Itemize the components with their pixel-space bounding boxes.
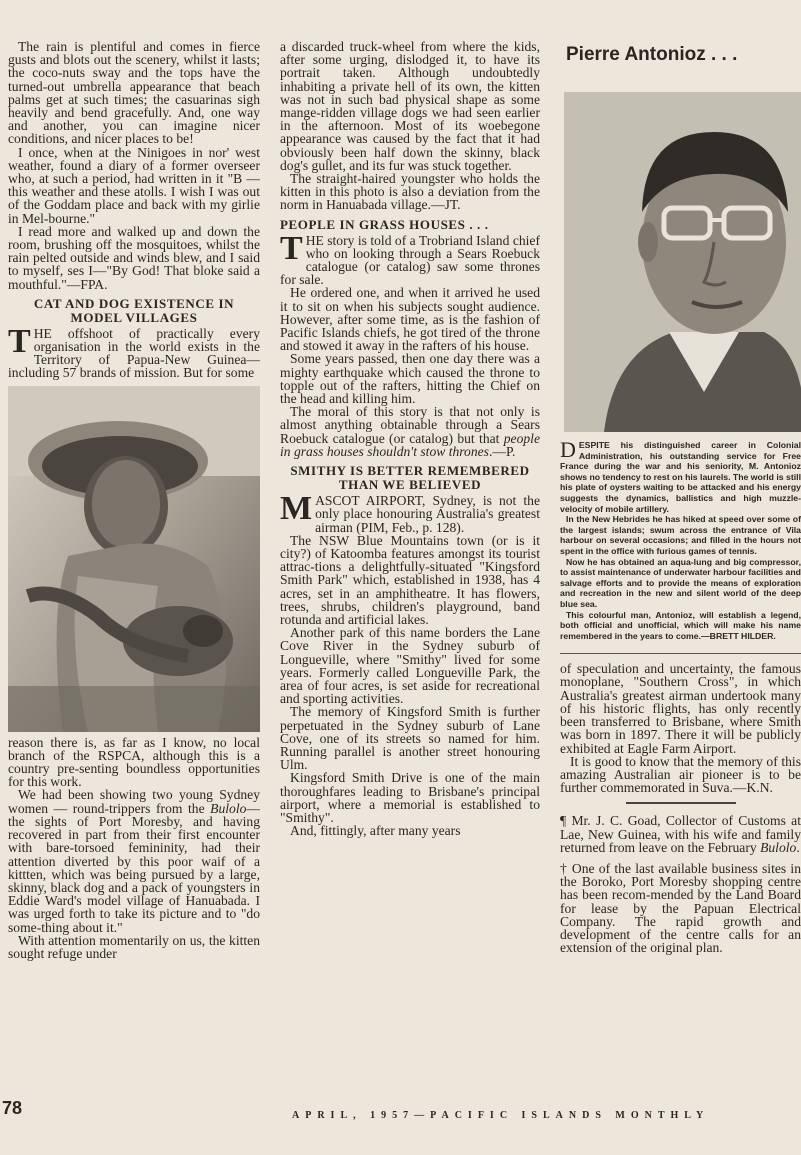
- paragraph: The memory of Kingsford Smith is further perpetuated in the Sydney suburb of Lane Cove, one of its streets so named for him. Running parallel is another street honouring Ulm.: [280, 704, 540, 773]
- paragraph-dropcap: THE story is told of a Trobriand Island chief who on looking through a Sears Roebuck catalogue (or catalog) saw some thrones for sale.: [280, 229, 540, 288]
- page-number: 78: [2, 1098, 23, 1118]
- paragraph: The NSW Blue Mountains town (or is it city?) of Katoomba features amongst its tourist attrac-tions a delightfully-situated "Kingsford Smith Park" which, established in 1938, has 4 acres, set in an amphitheatre. It has flowers, trees, shrubs, children's playground, band rotunda and artificial lakes.: [280, 532, 540, 627]
- portrait-photo-image: [564, 92, 801, 432]
- portrait-caption: [560, 437, 801, 641]
- column-3: [560, 40, 801, 954]
- column-1: [8, 40, 260, 960]
- section-heading-grass-houses: PEOPLE IN GRASS HOUSES . . .: [280, 216, 489, 232]
- kitten-photo: [8, 386, 260, 732]
- paragraph: I read more and walked up and down the room, brushing off the mosquitoes, whilst the rain pelted outside and winds blew, and I said to myself, ses I—"By God! That bloke said a mouthful."—FPA.: [8, 223, 260, 292]
- paragraph: of speculation and uncertainty, the famous monoplane, "Southern Cross", in which Australia's greatest airman undertook many of his historic flights, has only recently been transferred to Brisbane, where Smith was born in 1897. There it will be publicly exhibited at Eagle Farm Airport.: [560, 661, 801, 756]
- paragraph: He ordered one, and when it arrived he used it to sit on when his subjects sought audience. However, after some time, as is the fashion of Pacific Islands chiefs, he got tired of the throne and stowed it away in the rafters of his house.: [280, 285, 540, 354]
- caption-paragraph: Now he has obtained an aqua-lung and big compressor, to assist maintenance of underwater harbour facilities and salvage efforts and to provide the means of exploration and recreation in the new and silent world of the deep blue sea.: [560, 556, 801, 609]
- paragraph: And, fittingly, after many years: [290, 823, 461, 839]
- caption-paragraph: DESPITE his distinguished career in Colonial Administration, his outstanding service for Free France during the war and his seniority, M. Antonioz shows no tendency to rest on his laurels. The world is still his plate of oysters waiting to be attacked and his energy suggests the dynamics, ballistics and high muzzle-velocity of mobile artillery.: [560, 437, 801, 514]
- paragraph: † One of the last available business sites in the Boroko, Port Moresby shopping centre has been recom-mended by the Land Board for lease by the Papuan Electrical Company. The rapid growth and development of the centre calls for an extension of the original plan.: [560, 860, 801, 956]
- paragraph: a discarded truck-wheel from where the kids, after some urging, dislodged it, to have its portrait taken. Although undoubtedly inhabiting a private hell of its own, the kitten was not in such bad physical shape as some mange-ridden village dogs we had seen earlier in the afternoon. Most of its woebegone appearance was caused by the fact that it had obviously been half down the skinny, black dog's gullet, and its fur was stuck together.: [280, 39, 540, 173]
- paragraph: The moral of this story is that not only is almost anything obtainable through a Sears Roebuck catalogue (or catalog) but that people in grass houses shouldn't stow thrones.—P.: [280, 404, 540, 459]
- paragraph: The straight-haired youngster who holds the kitten in this photo is also a deviation from the norm in Hanuabada village.—JT.: [280, 171, 540, 213]
- caption-paragraph: In the New Hebrides he has hiked at speed over some of the largest islands; swum across the entrance of Vila harbour on several occasions; and filled in the hours not spent in the office with furious games of tennis.: [560, 514, 801, 556]
- column-2: [280, 40, 540, 837]
- paragraph: We had been showing two young Sydney women — round-trippers from the Bulolo—the sights of Port Moresby, and having recovered in part from their first encounter with bare-torsoed femininity, had their attention diverted by this poor waif of a kittten, which was being pursued by a large, skinny, black dog and a pack of youngsters in Eddie Ward's model village of Hanuabada. I was urged forth to take its picture and to "do some-thing about it.": [8, 787, 260, 935]
- drop-cap: T: [8, 322, 31, 360]
- paragraph-dropcap: THE offshoot of practically every organisation in the world exists in the Territory of Papua-New Guinea—including 57 brands of mission. But for some: [8, 322, 260, 381]
- section-heading-cat-and-dog: CAT AND DOG EXISTENCE IN MODEL VILLAGES: [33, 295, 235, 325]
- section-heading-smithy: SMITHY IS BETTER REMEMBERED THAN WE BELIEVED: [290, 463, 530, 493]
- paragraph: With attention momentarily on us, the kitten sought refuge under: [8, 932, 260, 961]
- running-footer: APRIL, 1957—PACIFIC ISLANDS MONTHLY: [292, 1110, 710, 1121]
- divider: [626, 802, 736, 806]
- paragraph: I once, when at the Ninigoes in nor' west weather, found a diary of a former overseer who, at such a period, had written in it "B — this weather and these atolls. I wish I was out of the Goddam place and back with my girlie in Mel-bourne.": [8, 144, 260, 226]
- paragraph: reason there is, as far as I know, no local branch of the RSPCA, although this is a country pre-senting boundless opportunities for this work.: [8, 734, 260, 790]
- profile-heading: Pierre Antonioz . . .: [566, 44, 738, 65]
- kitten-photo-image: [8, 386, 260, 732]
- caption-paragraph: This colourful man, Antonioz, will establish a legend, both official and unofficial, which will make his name remembered in the years to come.—BRETT HILDER.: [560, 609, 801, 641]
- paragraph: Kingsford Smith Drive is one of the main thoroughfares leading to Brisbane's principal airport, where a memorial is established to "Smithy".: [280, 770, 540, 825]
- drop-cap: D: [560, 437, 576, 462]
- drop-cap: T: [280, 229, 303, 267]
- paragraph-dropcap: MASCOT AIRPORT, Sydney, is not the only place honouring Australia's greatest airman (PIM, Feb., p. 128).: [280, 490, 540, 535]
- paragraph: Another park of this name borders the Lane Cove River in the Sydney suburb of Longueville, where "Smithy" lived for some years. Formerly called Longueville Park, the area of four acres, is set aside for recreational and sporting activities.: [280, 625, 540, 707]
- paragraph: It is good to know that the memory of this amazing Australian air pioneer is to be further commemorated in Suva.—K.N.: [560, 753, 801, 796]
- paragraph: The rain is plentiful and comes in fierce gusts and blots out the scenery, whilst it lasts; the coco-nuts sway and the tops have the turned-out umbrella appearance that beach palms get at such times; the casuarinas sigh heavily and bend gracefully. And, one way and another, you can imagine nicer conditions, and nicer places to be!: [8, 39, 260, 147]
- drop-cap: M: [280, 490, 313, 528]
- paragraph: Some years passed, then one day there was a mighty earthquake which caused the throne to topple out of the rafters, hitting the Chief on the head and killing him.: [280, 351, 540, 407]
- divider: [560, 653, 801, 654]
- paragraph: ¶ Mr. J. C. Goad, Collector of Customs at Lae, New Guinea, with his wife and family returned from leave on the February Bulolo.: [560, 813, 801, 855]
- portrait-photo: [564, 92, 801, 432]
